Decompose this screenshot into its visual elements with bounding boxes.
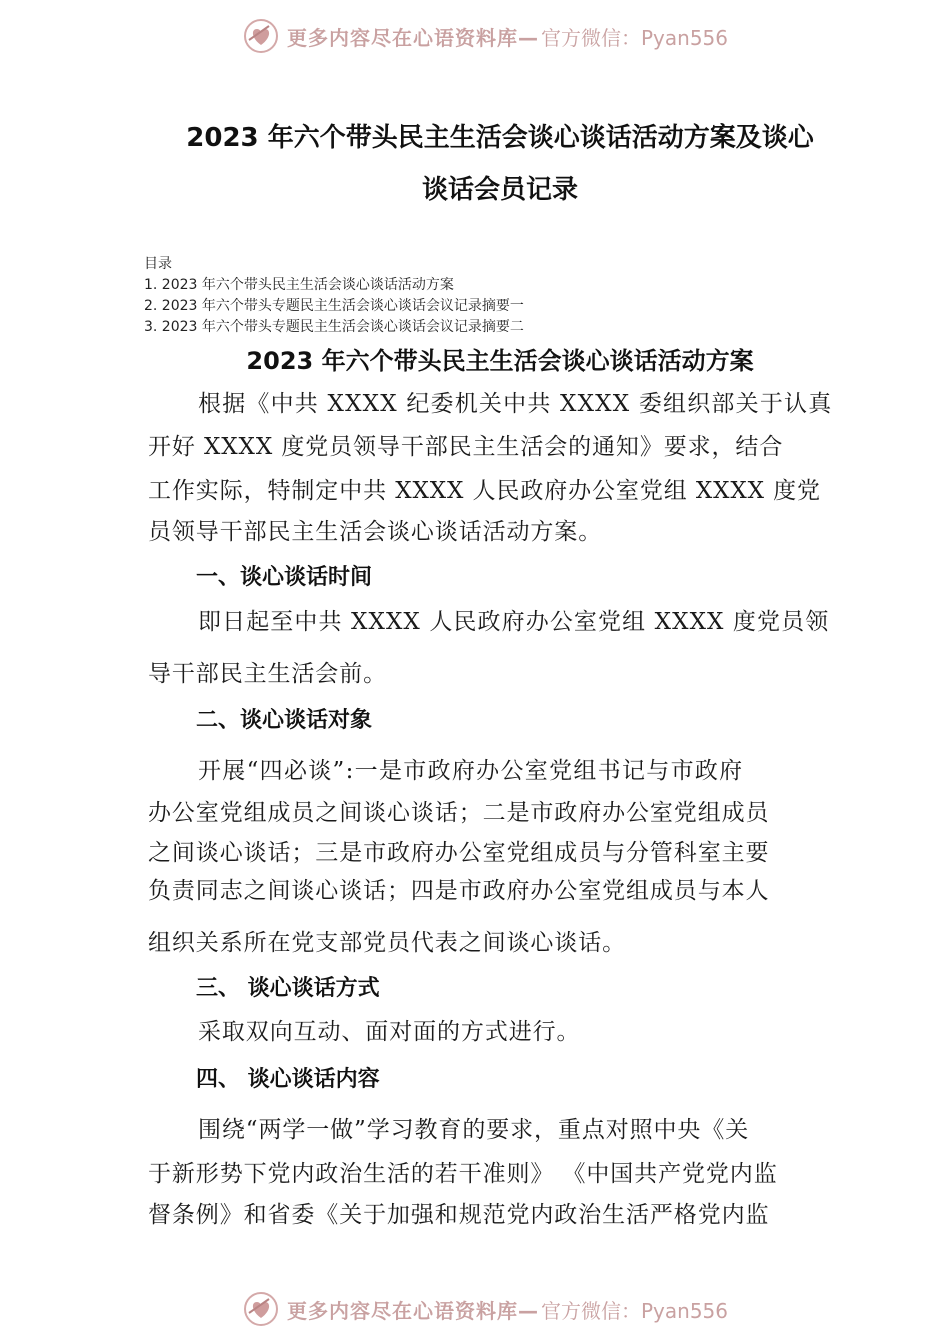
section-title: 2023 年六个带头民主生活会谈心谈话活动方案 — [246, 347, 754, 375]
intro-line: 开好 XXXX 度党员领导干部民主生活会的通知》要求，结合 — [148, 434, 784, 460]
para-line: 组织关系所在党支部党员代表之间谈心谈话。 — [148, 930, 626, 956]
para-line: 采取双向互动、面对面的方式进行。 — [198, 1019, 581, 1045]
toc-item: 3. 2023 年六个带头专题民主生活会谈心谈话会议记录摘要二 — [144, 319, 524, 335]
title-line-2: 谈话会员记录 — [421, 175, 578, 205]
para-line: 导干部民主生活会前。 — [148, 661, 387, 687]
heart-logo-icon — [243, 18, 279, 54]
footer-banner — [243, 1289, 763, 1329]
toc-label: 目录 — [144, 256, 172, 272]
heading-targets: 二、谈心谈话对象 — [196, 708, 373, 733]
para-line: 办公室党组成员之间谈心谈话；二是市政府办公室党组成员 — [148, 800, 770, 826]
banner-slogan: 更多内容尽在心语资料库— — [287, 1298, 539, 1323]
heading-time: 一、谈心谈话时间 — [196, 565, 373, 590]
toc-item: 1. 2023 年六个带头民主生活会谈心谈话活动方案 — [144, 277, 454, 293]
para-line: 之间谈心谈话；三是市政府办公室党组成员与分管科室主要 — [148, 840, 770, 866]
heading-content: 四、 谈心谈话内容 — [196, 1067, 380, 1092]
para-line: 开展“四必谈”:一是市政府办公室党组书记与市政府 — [198, 758, 744, 784]
banner-contact: 官方微信：Pyan556 — [541, 25, 729, 50]
banner-slogan: 更多内容尽在心语资料库— — [287, 25, 539, 50]
toc-item: 2. 2023 年六个带头专题民主生活会谈心谈话会议记录摘要一 — [144, 298, 524, 314]
para-line: 即日起至中共 XXXX 人民政府办公室党组 XXXX 度党员领 — [198, 609, 830, 635]
para-line: 于新形势下党内政治生活的若干准则》 《中国共产党党内监 — [148, 1161, 778, 1187]
heart-logo-icon — [243, 1291, 279, 1327]
heading-method: 三、 谈心谈话方式 — [196, 976, 380, 1001]
header-banner — [243, 16, 763, 56]
table-of-contents — [144, 254, 844, 338]
para-line: 负责同志之间谈心谈话；四是市政府办公室党组成员与本人 — [148, 878, 770, 904]
intro-line: 员领导干部民主生活会谈心谈话活动方案。 — [148, 519, 603, 545]
intro-line: 工作实际，特制定中共 XXXX 人民政府办公室党组 XXXX 度党 — [148, 478, 821, 504]
para-line: 围绕“两学一做”学习教育的要求，重点对照中央《关 — [198, 1117, 750, 1143]
intro-line: 根据《中共 XXXX 纪委机关中共 XXXX 委组织部关于认真 — [198, 391, 833, 417]
para-line: 督条例》和省委《关于加强和规范党内政治生活严格党内监 — [148, 1202, 770, 1228]
document-title — [120, 112, 880, 216]
banner-contact: 官方微信：Pyan556 — [541, 1298, 729, 1323]
title-line-1: 2023 年六个带头民主生活会谈心谈话活动方案及谈心 — [186, 123, 814, 153]
